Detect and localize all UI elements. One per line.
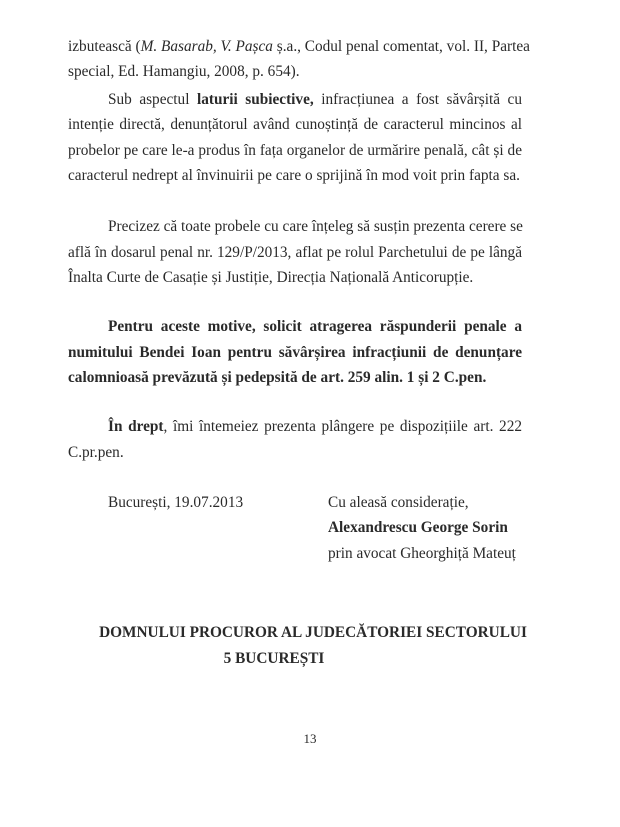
text-line: Precizez că toate probele cu care înțeleg să susțin prezenta cerere se [108, 218, 523, 235]
text: infracțiunea a fost săvârșită cu [313, 91, 522, 108]
text-line: intenție directă, denunțătorul având cunoștință de caracterul mincinos al [68, 116, 522, 133]
text-line: numitului Bendei Ioan pentru săvârșirea infracțiunii de denunțare [68, 344, 522, 361]
lawyer: prin avocat Gheorghiță Mateuț [328, 545, 516, 562]
text-line: special, Ed. Hamangiu, 2008, p. 654). [68, 63, 300, 80]
text-line: C.pr.pen. [68, 444, 124, 461]
text: Sub aspectul [108, 91, 197, 108]
addressee-line: 5 BUCUREȘTI [223, 650, 325, 667]
citation-authors: M. Basarab, V. Pașca [140, 38, 273, 55]
signer-name: Alexandrescu George Sorin [328, 519, 508, 536]
bold-term: În drept [108, 418, 164, 435]
text-line: probelor pe care le-a produs în fața organelor de urmărire penală, cât și de [68, 142, 522, 159]
text-line [108, 91, 522, 109]
closing: Cu aleasă considerație, [328, 494, 469, 511]
text: , îmi întemeiez prezenta plângere pe dispozițiile art. 222 [163, 418, 523, 435]
text: izbutească ( [68, 38, 141, 55]
text-line: calomnioasă prevăzută și pedepsită de art. 259 alin. 1 și 2 C.pen. [68, 369, 487, 386]
page-number: 13 [303, 731, 317, 746]
bold-term: laturii subiective, [196, 91, 314, 108]
text: ș.a., Codul penal comentat, vol. II, Partea [272, 38, 530, 55]
text-line: Înalta Curte de Casație și Justiție, Direcția Națională Anticorupție. [68, 269, 474, 286]
text-line [68, 38, 530, 56]
place-date: București, 19.07.2013 [108, 494, 244, 511]
text-line [108, 418, 522, 436]
text-line: Pentru aceste motive, solicit atragerea răspunderii penale a [108, 318, 522, 335]
addressee-line: DOMNULUI PROCUROR AL JUDECĂTORIEI SECTORULUI [99, 624, 527, 641]
text-line: află în dosarul penal nr. 129/P/2013, aflat pe rolul Parchetului de pe lângă [68, 244, 522, 261]
text-line: caracterul nedrept al învinuirii pe care o sprijină în mod voit prin fapta sa. [68, 167, 520, 184]
